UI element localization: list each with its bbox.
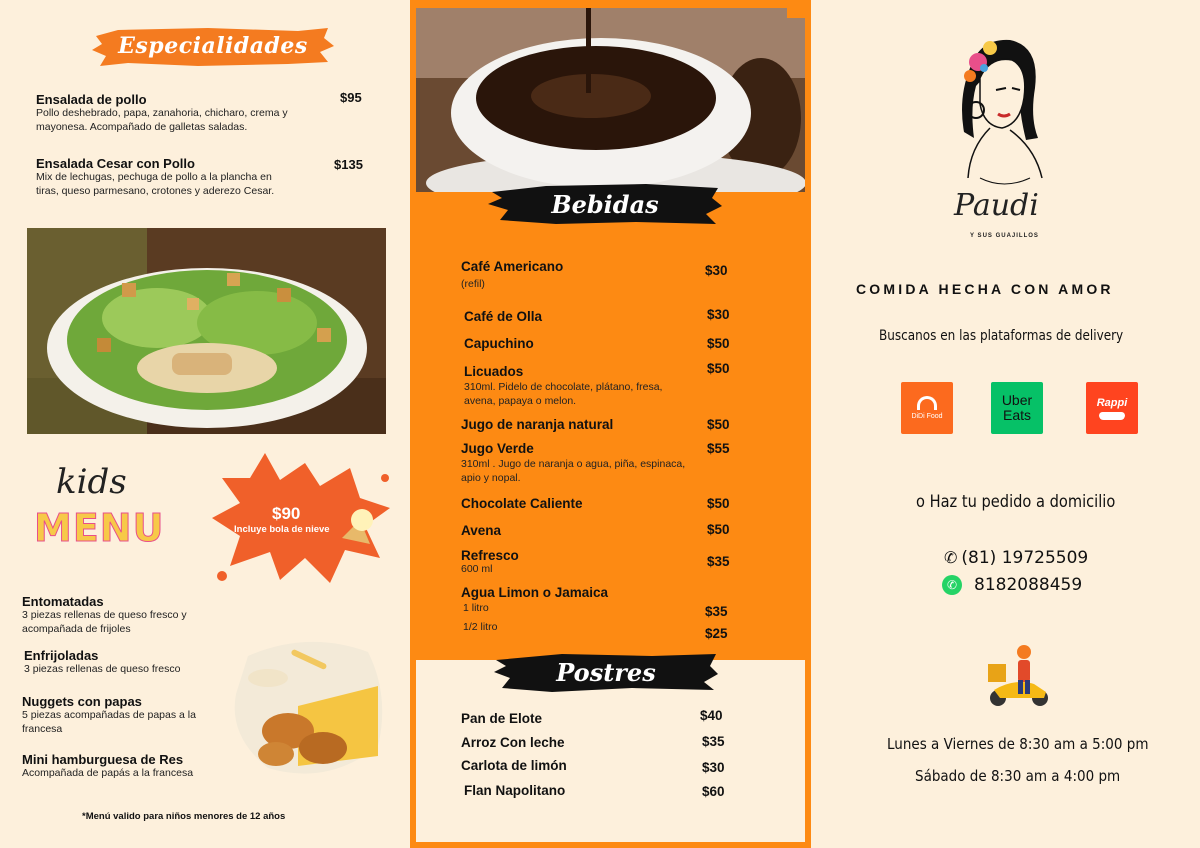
dessert-price: $30 [702, 760, 725, 775]
tagline: COMIDA HECHA CON AMOR [856, 281, 1114, 297]
menu-item [36, 156, 296, 198]
drink-price: $25 [705, 626, 728, 641]
didi-food-icon[interactable] [901, 382, 953, 434]
drink-price: $30 [705, 263, 728, 278]
hours-saturday: Sábado de 8:30 am a 4:00 pm [915, 767, 1121, 785]
drink-item [464, 364, 684, 408]
drink-price: $55 [707, 441, 730, 456]
kids-price: $90 [272, 504, 301, 523]
drink-description: 310ml . Jugo de naranja o agua, piña, espinaca, apio y nopal. [461, 458, 686, 484]
item-description: Mix de lechugas, pechuga de pollo a la plancha en tiras, queso parmesano, crotones y aderezo Cesar. [36, 171, 275, 197]
dessert-price: $35 [702, 734, 725, 749]
drink-price: $35 [707, 554, 730, 569]
kids-item [22, 694, 232, 736]
woman-illustration [940, 28, 1060, 208]
kids-footnote: *Menú valido para niños menores de 12 años [82, 811, 286, 822]
delivery-text: Buscanos en las plataformas de delivery [879, 328, 1124, 344]
brand-subtitle: Y SUS GUAJILLOS [970, 233, 1039, 239]
drink-price: $50 [707, 522, 730, 537]
dessert-name: Carlota de limón [461, 758, 567, 773]
item-name: Nuggets con papas [22, 694, 142, 709]
item-name: Mini hamburguesa de Res [22, 752, 184, 767]
drink-item [461, 441, 691, 485]
phone-number[interactable]: (81) 19725509 [961, 548, 1089, 568]
bebidas-heading: Bebidas [551, 189, 659, 219]
app-label: Uber Eats [1001, 392, 1033, 423]
item-name: Entomatadas [22, 594, 104, 609]
kids-item [22, 594, 232, 636]
whatsapp-icon: ✆ [942, 575, 962, 595]
kids-price-note: Incluye bola de nieve [234, 524, 330, 535]
postres-title [492, 650, 720, 694]
especialidades-heading: Especialidades [118, 33, 308, 59]
postres-heading: Postres [556, 657, 656, 687]
nuggets-photo [228, 636, 388, 778]
drink-price: $50 [707, 496, 730, 511]
item-name: Enfrijoladas [24, 648, 99, 663]
drink-description: (refil) [461, 278, 485, 290]
especialidades-title [88, 22, 338, 70]
drink-name: Chocolate Caliente [461, 496, 583, 511]
drink-price: $30 [707, 307, 730, 322]
menu-word: MENU [34, 506, 165, 550]
item-description: 3 piezas rellenas de queso fresco [24, 663, 181, 675]
hours-weekday: Lunes a Viernes de 8:30 am a 5:00 pm [887, 735, 1149, 753]
kids-word: kids [56, 462, 127, 502]
menu-item [36, 92, 296, 134]
item-price: $135 [334, 157, 363, 172]
item-price: $95 [340, 90, 362, 105]
drink-name: Jugo de naranja natural [461, 417, 614, 432]
order-text: o Haz tu pedido a domicilio [916, 492, 1116, 512]
drink-description: 600 ml [461, 563, 493, 575]
drink-name: Café de Olla [464, 309, 543, 324]
drink-price: $50 [707, 361, 730, 376]
bebidas-title [486, 180, 724, 228]
drink-price: $50 [707, 417, 730, 432]
drink-name: Jugo Verde [461, 441, 534, 456]
item-name: Ensalada de pollo [36, 92, 147, 107]
dessert-price: $40 [700, 708, 723, 723]
drink-name: Refresco [461, 548, 519, 563]
drink-name: Agua Limon o Jamaica [461, 585, 609, 600]
dessert-name: Arroz Con leche [461, 735, 565, 750]
whatsapp-row [942, 575, 1082, 595]
paudi-logo [940, 28, 1060, 248]
phone-icon: ✆ [944, 550, 958, 567]
kids-menu-logo [28, 462, 178, 562]
caesar-salad-photo [27, 228, 386, 434]
item-description: Acompañada de papás a la francesa [22, 767, 194, 779]
dessert-name: Pan de Elote [461, 711, 543, 726]
phone-row [944, 548, 1088, 568]
drink-name: Capuchino [464, 336, 534, 351]
drink-size: 1 litro [463, 602, 489, 614]
drink-name: Avena [461, 523, 502, 538]
kids-price-splash [210, 448, 395, 588]
kids-item [22, 752, 242, 781]
drink-price: $50 [707, 336, 730, 351]
brand-name: Paudi [954, 188, 1039, 223]
drink-description: 310ml. Pidelo de chocolate, plátano, fresa, avena, papaya o melon. [464, 381, 663, 407]
app-label: DiDi Food [911, 413, 943, 420]
dessert-name: Flan Napolitano [464, 783, 566, 798]
drink-item [461, 548, 661, 577]
coffee-photo [416, 8, 805, 192]
item-description: 3 piezas rellenas de queso fresco y acompañada de frijoles [22, 609, 187, 635]
drink-price: $35 [705, 604, 728, 619]
item-name: Ensalada Cesar con Pollo [36, 156, 195, 171]
item-description: 5 piezas acompañadas de papas a la francesa [22, 709, 196, 735]
dessert-price: $60 [702, 784, 725, 799]
drink-item [461, 585, 681, 634]
drink-name: Licuados [464, 364, 524, 379]
drink-item [461, 259, 681, 292]
item-description: Pollo deshebrado, papa, zanahoria, chicharo, crema y mayonesa. Acompañado de galletas saladas. [36, 107, 288, 133]
rappi-icon[interactable] [1086, 382, 1138, 434]
drinks-panel [410, 0, 811, 848]
whatsapp-number[interactable]: 8182088459 [974, 575, 1083, 595]
drink-size: 1/2 litro [463, 620, 498, 633]
uber-eats-icon[interactable] [991, 382, 1043, 434]
app-label: Rappi [1096, 396, 1128, 409]
drink-name: Café Americano [461, 259, 564, 274]
delivery-scooter-icon [984, 640, 1056, 712]
kids-item [24, 648, 234, 677]
